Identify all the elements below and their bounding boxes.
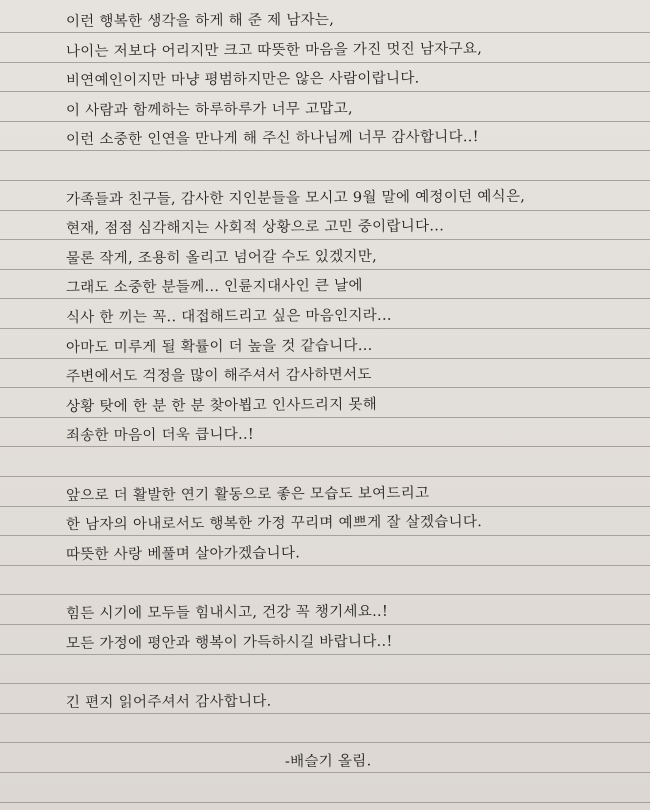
letter-line: 긴 편지 읽어주셔서 감사합니다. xyxy=(65,693,272,711)
letter-line: 아마도 미루게 될 확률이 더 높을 것 같습니다... xyxy=(65,337,373,357)
ruled-line xyxy=(0,594,650,595)
ruled-line xyxy=(0,269,650,270)
ruled-line xyxy=(0,565,650,566)
letter-line: 비연예인이지만 마냥 평범하지만은 않은 사람이랍니다. xyxy=(65,70,420,90)
letter-line: 이런 소중한 인연을 만나게 해 주신 하나님께 너무 감사합니다..! xyxy=(65,129,479,149)
ruled-line xyxy=(0,772,650,773)
ruled-line xyxy=(0,150,650,151)
signature: -배슬기 올림. xyxy=(284,753,372,770)
ruled-line xyxy=(0,802,650,803)
ruled-line xyxy=(0,298,650,299)
ruled-line xyxy=(0,654,650,655)
letter-line: 힘든 시기에 모두들 힘내시고, 건강 꼭 챙기세요..! xyxy=(65,603,389,622)
ruled-line xyxy=(0,476,650,477)
ruled-line xyxy=(0,417,650,418)
ruled-line xyxy=(0,713,650,714)
ruled-line xyxy=(0,210,650,211)
ruled-line xyxy=(0,387,650,388)
letter-line: 모든 가정에 평안과 행복이 가득하시길 바랍니다..! xyxy=(65,633,393,652)
letter-line: 앞으로 더 활발한 연기 활동으로 좋은 모습도 보여드리고 xyxy=(65,485,430,505)
ruled-line xyxy=(0,624,650,625)
ruled-line xyxy=(0,180,650,181)
letter-line: 따뜻한 사랑 베풀며 살아가겠습니다. xyxy=(65,545,301,563)
ruled-line xyxy=(0,239,650,240)
ruled-line xyxy=(0,62,650,63)
letter-line: 상황 탓에 한 분 한 분 찾아뵙고 인사드리지 못해 xyxy=(65,396,378,416)
letter-line: 이 사람과 함께하는 하루하루가 너무 고맙고, xyxy=(65,100,353,120)
letter-line: 나이는 저보다 어리지만 크고 따뜻한 마음을 가진 멋진 남자구요, xyxy=(65,41,483,61)
ruled-line xyxy=(0,506,650,507)
ruled-line xyxy=(0,446,650,447)
letter-line: 현재, 점점 심각해지는 사회적 상황으로 고민 중이랍니다... xyxy=(65,218,445,238)
letter-line: 그래도 소중한 분들께... 인륜지대사인 큰 날에 xyxy=(65,277,363,297)
letter-line: 주변에서도 걱정을 많이 해주셔서 감사하면서도 xyxy=(65,366,372,386)
ruled-line xyxy=(0,742,650,743)
letter-line: 가족들과 친구들, 감사한 지인분들을 모시고 9월 말에 예정이던 예식은, xyxy=(65,188,526,209)
ruled-line xyxy=(0,358,650,359)
ruled-line xyxy=(0,683,650,684)
ruled-line xyxy=(0,91,650,92)
ruled-line xyxy=(0,535,650,536)
letter-line: 한 남자의 아내로서도 행복한 가정 꾸리며 예쁘게 잘 살겠습니다. xyxy=(65,514,483,533)
letter-line: 이런 행복한 생각을 하게 해 준 제 남자는, xyxy=(65,12,335,31)
ruled-line xyxy=(0,121,650,122)
letter-line: 죄송한 마음이 더욱 큽니다..! xyxy=(65,426,255,445)
ruled-line xyxy=(0,32,650,33)
ruled-line xyxy=(0,328,650,329)
letter-line: 식사 한 끼는 꼭.. 대접해드리고 싶은 마음인지라... xyxy=(65,307,392,327)
letter-line: 물론 작게, 조용히 올리고 넘어갈 수도 있겠지만, xyxy=(65,248,378,268)
